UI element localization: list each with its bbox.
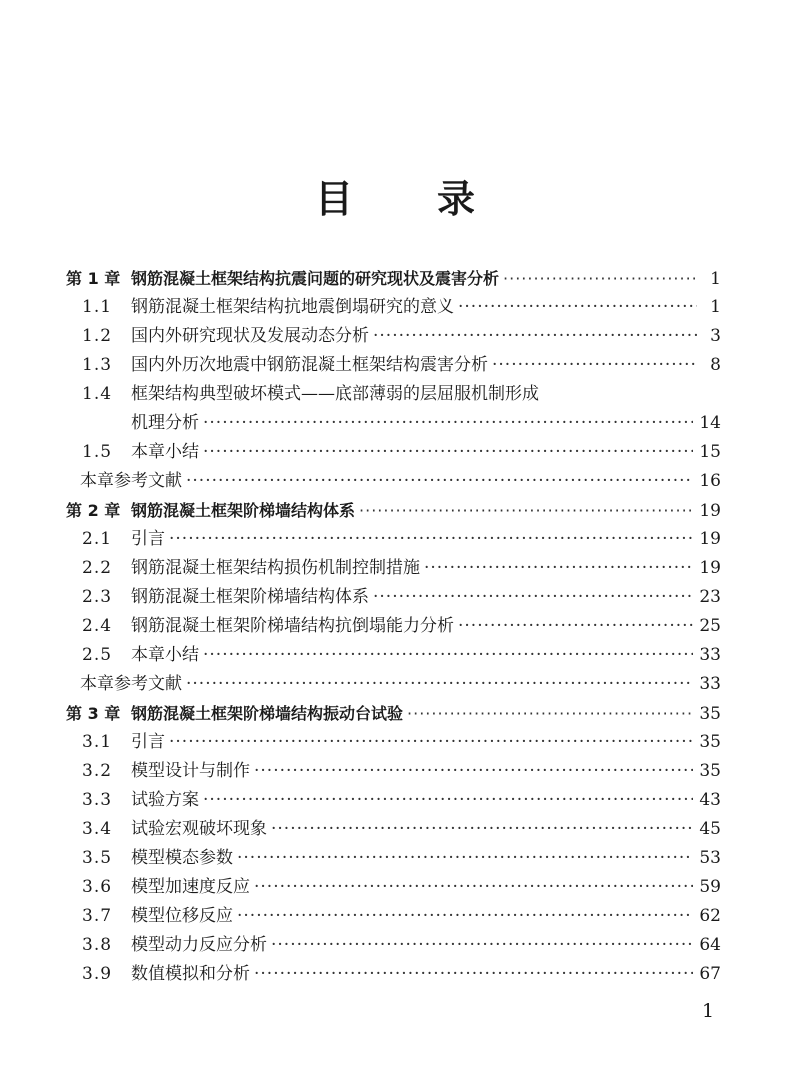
toc-entry-page: 1 xyxy=(710,297,721,317)
toc-section-entry[interactable] xyxy=(66,873,721,902)
toc-section-entry[interactable] xyxy=(66,583,721,612)
toc-section-entry[interactable] xyxy=(66,960,721,989)
title-char-1: 目 xyxy=(314,177,353,221)
dot-leader xyxy=(203,409,693,438)
toc-entry-title: 本章小结 xyxy=(131,442,199,462)
toc-entry-number: 3.2 xyxy=(82,761,113,781)
page-number: 1 xyxy=(702,1000,715,1022)
dot-leader xyxy=(373,583,693,612)
table-of-contents xyxy=(66,264,721,989)
toc-section-entry[interactable] xyxy=(66,293,721,322)
toc-entry-page: 19 xyxy=(699,501,721,521)
toc-section-entry[interactable] xyxy=(66,438,721,467)
toc-entry-number: 2.3 xyxy=(82,587,113,607)
toc-references-entry[interactable] xyxy=(66,670,721,699)
toc-entry-number: 3.8 xyxy=(82,935,113,955)
toc-entry-number: 2.2 xyxy=(82,558,113,578)
dot-leader xyxy=(254,873,693,902)
toc-section-entry[interactable] xyxy=(66,554,721,583)
toc-entry-page: 35 xyxy=(699,761,721,781)
toc-entry-title: 模型加速度反应 xyxy=(131,877,250,897)
toc-entry-title: 本章小结 xyxy=(131,645,199,665)
toc-entry-title: 模型位移反应 xyxy=(131,906,233,926)
dot-leader xyxy=(237,844,693,873)
dot-leader xyxy=(169,728,693,757)
toc-entry-title: 本章参考文献 xyxy=(80,674,182,694)
toc-entry-number: 3.1 xyxy=(82,732,113,752)
toc-entry-title: 引言 xyxy=(131,732,165,752)
dot-leader xyxy=(271,931,693,960)
toc-entry-number: 第 3 章 xyxy=(66,704,121,723)
toc-entry-page: 15 xyxy=(699,442,721,462)
dot-leader xyxy=(186,670,693,699)
toc-entry-title: 模型动力反应分析 xyxy=(131,935,267,955)
toc-entry-number: 3.6 xyxy=(82,877,113,897)
toc-entry-page: 33 xyxy=(699,674,721,694)
toc-entry-number: 3.3 xyxy=(82,790,113,810)
toc-entry-title: 钢筋混凝土框架阶梯墙结构体系 xyxy=(131,587,369,607)
toc-entry-number: 3.4 xyxy=(82,819,113,839)
toc-entry-title: 试验宏观破坏现象 xyxy=(131,819,267,839)
toc-entry-page: 62 xyxy=(699,906,721,926)
toc-entry-page: 16 xyxy=(699,471,721,491)
toc-references-entry[interactable] xyxy=(66,467,721,496)
dot-leader xyxy=(503,264,697,293)
toc-entry-page: 1 xyxy=(710,269,721,289)
dot-leader xyxy=(407,699,693,728)
toc-entry-page: 45 xyxy=(699,819,721,839)
page-title xyxy=(0,168,790,223)
toc-entry-title: 钢筋混凝土框架阶梯墙结构抗倒塌能力分析 xyxy=(131,616,454,636)
dot-leader xyxy=(271,815,693,844)
dot-leader xyxy=(373,322,697,351)
toc-chapter-entry[interactable] xyxy=(66,699,721,728)
toc-section-entry[interactable] xyxy=(66,641,721,670)
dot-leader xyxy=(169,525,693,554)
toc-entry-page: 59 xyxy=(699,877,721,897)
toc-entry-title: 国内外历次地震中钢筋混凝土框架结构震害分析 xyxy=(131,355,488,375)
toc-entry-title: 钢筋混凝土框架结构抗震问题的研究现状及震害分析 xyxy=(131,269,500,288)
toc-section-entry[interactable] xyxy=(66,902,721,931)
toc-entry-page: 3 xyxy=(710,326,721,346)
toc-entry-number: 1.1 xyxy=(82,297,113,317)
dot-leader xyxy=(458,293,697,322)
toc-entry-page: 25 xyxy=(699,616,721,636)
toc-section-entry[interactable] xyxy=(66,728,721,757)
toc-entry-number: 第 2 章 xyxy=(66,501,121,520)
toc-entry-title: 数值模拟和分析 xyxy=(131,964,250,984)
toc-entry-number: 1.3 xyxy=(82,355,113,375)
title-char-2: 录 xyxy=(437,177,476,221)
toc-section-entry[interactable] xyxy=(66,612,721,641)
toc-section-entry[interactable] xyxy=(66,757,721,786)
toc-entry-page: 35 xyxy=(699,704,721,724)
toc-entry-title: 机理分析 xyxy=(131,413,199,433)
toc-section-entry[interactable] xyxy=(66,409,721,438)
dot-leader xyxy=(186,467,693,496)
toc-entry-number: 2.5 xyxy=(82,645,113,665)
toc-entry-number: 2.4 xyxy=(82,616,113,636)
toc-entry-title: 模型模态参数 xyxy=(131,848,233,868)
toc-entry-number: 第 1 章 xyxy=(66,269,121,288)
toc-section-entry[interactable] xyxy=(66,322,721,351)
toc-entry-page: 53 xyxy=(699,848,721,868)
toc-entry-page: 35 xyxy=(699,732,721,752)
toc-entry-page: 19 xyxy=(699,529,721,549)
toc-section-entry[interactable] xyxy=(66,380,721,409)
toc-section-entry[interactable] xyxy=(66,815,721,844)
toc-entry-number: 1.5 xyxy=(82,442,113,462)
dot-leader xyxy=(492,351,697,380)
dot-leader xyxy=(237,902,693,931)
toc-entry-number: 2.1 xyxy=(82,529,113,549)
toc-entry-title: 引言 xyxy=(131,529,165,549)
toc-chapter-entry[interactable] xyxy=(66,496,721,525)
toc-entry-title: 模型设计与制作 xyxy=(131,761,250,781)
toc-section-entry[interactable] xyxy=(66,931,721,960)
toc-entry-title: 试验方案 xyxy=(131,790,199,810)
toc-entry-title: 本章参考文献 xyxy=(80,471,182,491)
toc-entry-title: 框架结构典型破坏模式——底部薄弱的层屈服机制形成 xyxy=(131,384,539,404)
toc-entry-number: 3.5 xyxy=(82,848,113,868)
toc-entry-page: 23 xyxy=(699,587,721,607)
dot-leader xyxy=(458,612,693,641)
toc-entry-number: 1.4 xyxy=(82,384,113,404)
dot-leader xyxy=(203,786,693,815)
toc-section-entry[interactable] xyxy=(66,351,721,380)
toc-entry-page: 14 xyxy=(699,413,721,433)
toc-entry-page: 19 xyxy=(699,558,721,578)
toc-entry-title: 钢筋混凝土框架阶梯墙结构振动台试验 xyxy=(131,704,404,723)
dot-leader xyxy=(254,960,693,989)
toc-entry-title: 国内外研究现状及发展动态分析 xyxy=(131,326,369,346)
toc-section-entry[interactable] xyxy=(66,525,721,554)
toc-chapter-entry[interactable] xyxy=(66,264,721,293)
toc-entry-title: 钢筋混凝土框架结构损伤机制控制措施 xyxy=(131,558,420,578)
toc-entry-number: 3.7 xyxy=(82,906,113,926)
toc-entry-page: 8 xyxy=(710,355,721,375)
toc-entry-title: 钢筋混凝土框架结构抗地震倒塌研究的意义 xyxy=(131,297,454,317)
dot-leader xyxy=(359,496,693,525)
toc-entry-page: 33 xyxy=(699,645,721,665)
toc-entry-page: 64 xyxy=(699,935,721,955)
toc-entry-number: 3.9 xyxy=(82,964,113,984)
toc-section-entry[interactable] xyxy=(66,786,721,815)
toc-section-entry[interactable] xyxy=(66,844,721,873)
dot-leader xyxy=(424,554,693,583)
toc-entry-number: 1.2 xyxy=(82,326,113,346)
dot-leader xyxy=(254,757,693,786)
toc-entry-title: 钢筋混凝土框架阶梯墙结构体系 xyxy=(131,501,356,520)
dot-leader xyxy=(203,438,693,467)
toc-entry-page: 67 xyxy=(699,964,721,984)
dot-leader xyxy=(203,641,693,670)
toc-entry-page: 43 xyxy=(699,790,721,810)
